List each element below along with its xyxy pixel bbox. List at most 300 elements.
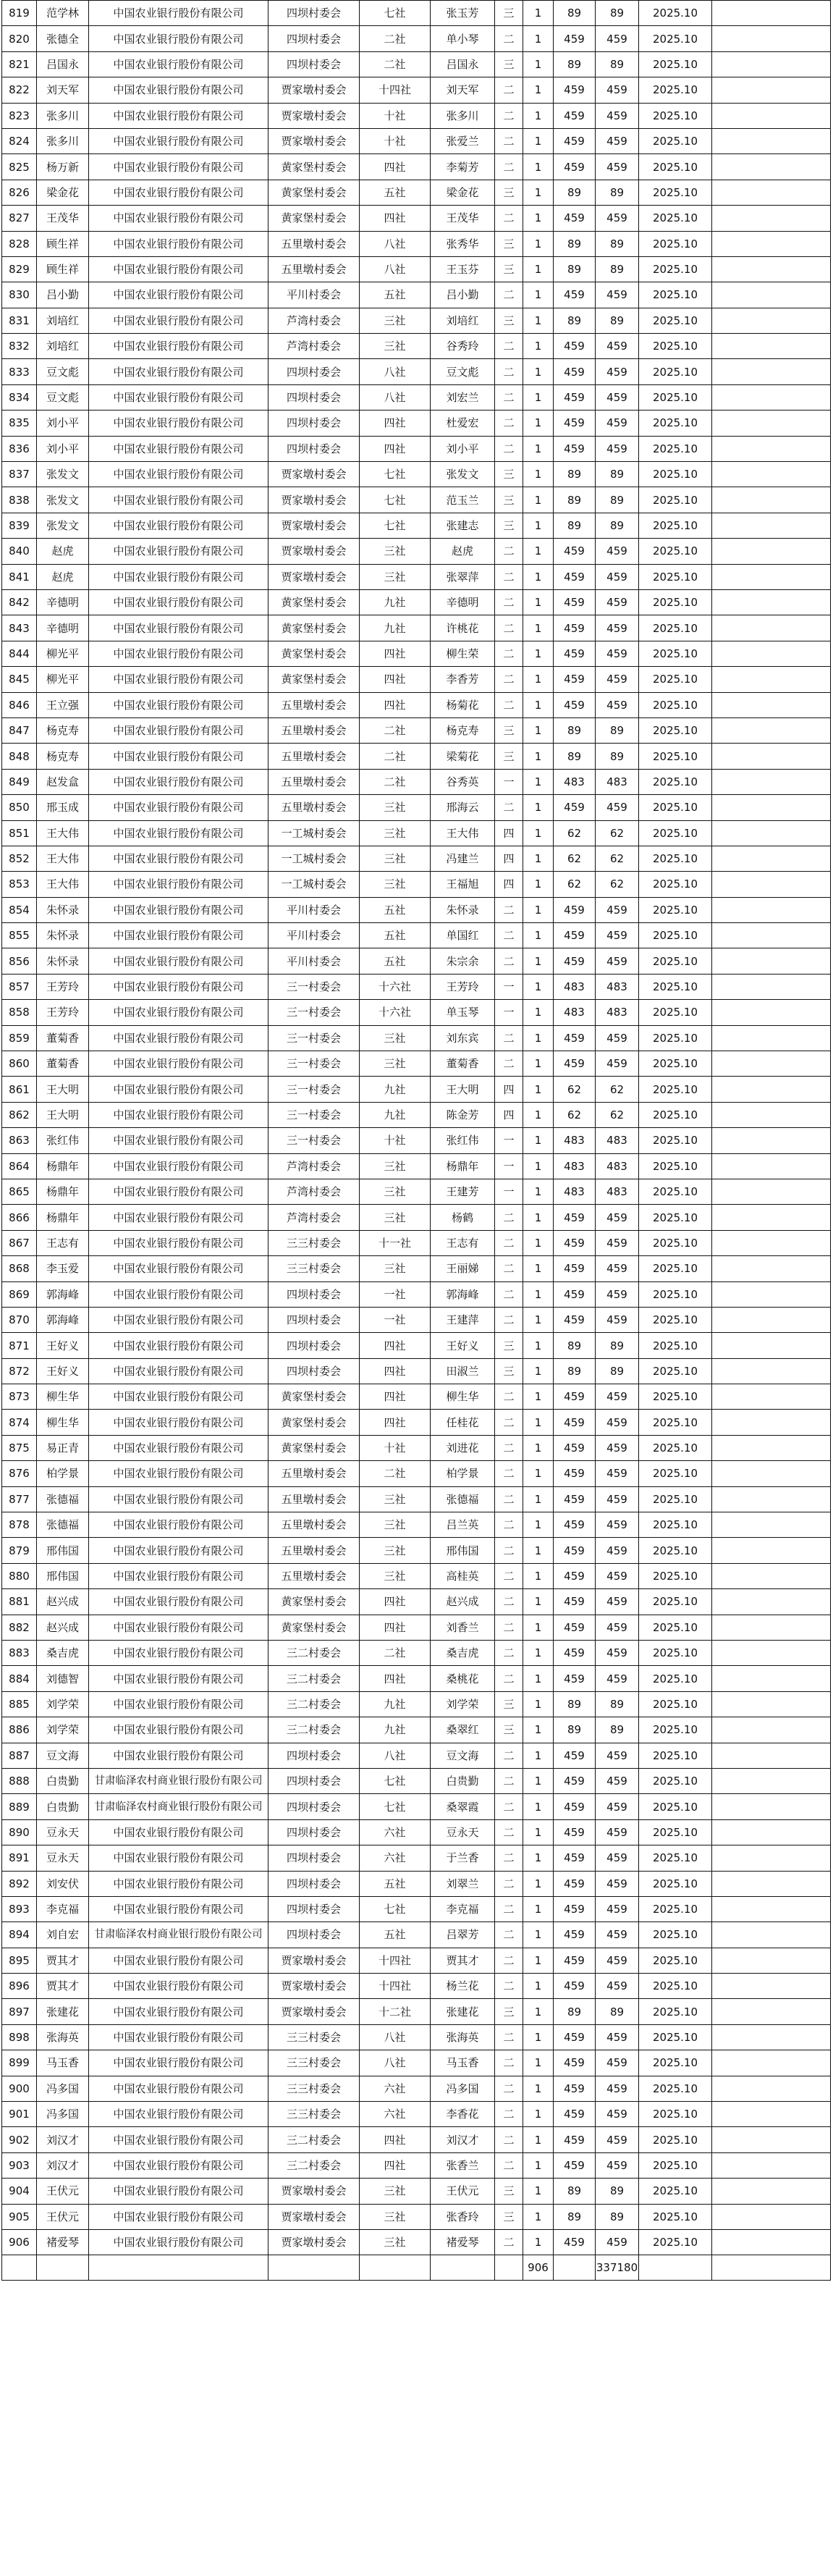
table-row [2, 872, 831, 897]
table-row [2, 1230, 831, 1255]
payment-amount: 459 [596, 436, 639, 461]
payment-amount: 459 [596, 2127, 639, 2152]
village-committee: 五里墩村委会 [268, 1563, 360, 1588]
count: 1 [523, 256, 554, 282]
bank-name: 中国农业银行股份有限公司 [89, 1948, 268, 1973]
applicant-name: 邢玉成 [37, 795, 89, 820]
bank-name: 中国农业银行股份有限公司 [89, 462, 268, 487]
bank-name: 中国农业银行股份有限公司 [89, 872, 268, 897]
row-number: 861 [2, 1077, 37, 1102]
table-row [2, 641, 831, 666]
group: 四社 [360, 1615, 431, 1640]
count: 1 [523, 820, 554, 846]
row-number: 849 [2, 769, 37, 794]
village-committee: 黄家堡村委会 [268, 206, 360, 231]
group: 十二社 [360, 1999, 431, 2024]
member-name: 桑桃花 [431, 1666, 495, 1691]
table-row [2, 1922, 831, 1948]
group: 一社 [360, 1307, 431, 1332]
remark [712, 717, 831, 743]
group: 十一社 [360, 1230, 431, 1255]
village-committee: 五里墩村委会 [268, 1461, 360, 1486]
payment-amount: 459 [596, 411, 639, 436]
period: 2025.10 [639, 769, 712, 794]
applicant-name: 张多川 [37, 103, 89, 128]
applicant-name: 王茂华 [37, 206, 89, 231]
group: 三社 [360, 539, 431, 564]
village-committee: 三一村委会 [268, 1077, 360, 1102]
group: 五社 [360, 282, 431, 308]
group: 三社 [360, 1538, 431, 1563]
group: 五社 [360, 180, 431, 205]
payment-amount: 459 [596, 1819, 639, 1845]
bank-name: 中国农业银行股份有限公司 [89, 744, 268, 769]
village-committee: 五里墩村委会 [268, 1512, 360, 1538]
group: 三社 [360, 872, 431, 897]
village-committee: 芦湾村委会 [268, 1205, 360, 1230]
row-number: 906 [2, 2229, 37, 2255]
count: 1 [523, 1768, 554, 1793]
member-name: 刘东宾 [431, 1025, 495, 1051]
remark [712, 1691, 831, 1717]
standard-amount: 459 [554, 282, 596, 308]
applicant-name: 朱怀录 [37, 897, 89, 922]
group: 三社 [360, 2179, 431, 2204]
standard-amount: 89 [554, 1, 596, 26]
bank-name: 中国农业银行股份有限公司 [89, 1281, 268, 1307]
standard-amount: 459 [554, 564, 596, 589]
count: 1 [523, 2229, 554, 2255]
applicant-name: 赵兴成 [37, 1589, 89, 1615]
payment-amount: 459 [596, 1307, 639, 1332]
total-amount: 337180 [596, 2255, 639, 2281]
payment-amount: 459 [596, 128, 639, 153]
payment-amount: 459 [596, 206, 639, 231]
standard-amount: 459 [554, 1410, 596, 1435]
group: 八社 [360, 256, 431, 282]
row-number: 827 [2, 206, 37, 231]
count: 1 [523, 1743, 554, 1768]
category: 二 [495, 2024, 523, 2050]
group: 七社 [360, 487, 431, 513]
standard-amount: 62 [554, 846, 596, 871]
applicant-name: 郭海峰 [37, 1307, 89, 1332]
period: 2025.10 [639, 1077, 712, 1102]
table-row [2, 282, 831, 308]
applicant-name: 豆永天 [37, 1845, 89, 1871]
table-row [2, 1589, 831, 1615]
village-committee: 黄家堡村委会 [268, 180, 360, 205]
standard-amount: 89 [554, 180, 596, 205]
village-committee: 贾家墩村委会 [268, 1999, 360, 2024]
member-name: 杨鹤 [431, 1205, 495, 1230]
category: 二 [495, 1410, 523, 1435]
group: 七社 [360, 1794, 431, 1819]
period: 2025.10 [639, 1871, 712, 1896]
remark [712, 436, 831, 461]
applicant-name: 刘培红 [37, 308, 89, 333]
village-committee: 三一村委会 [268, 1102, 360, 1127]
standard-amount: 459 [554, 923, 596, 948]
table-row [2, 539, 831, 564]
period: 2025.10 [639, 1819, 712, 1845]
village-committee: 芦湾村委会 [268, 1153, 360, 1179]
category: 一 [495, 1153, 523, 1179]
standard-amount: 459 [554, 1256, 596, 1281]
village-committee: 三一村委会 [268, 1025, 360, 1051]
remark [712, 1563, 831, 1588]
member-name: 张香兰 [431, 2152, 495, 2178]
village-committee: 五里墩村委会 [268, 692, 360, 717]
period: 2025.10 [639, 974, 712, 999]
payment-amount: 459 [596, 1871, 639, 1896]
applicant-name: 柳生华 [37, 1410, 89, 1435]
member-name: 朱宗余 [431, 948, 495, 974]
row-number: 896 [2, 1974, 37, 1999]
payment-amount: 459 [596, 1845, 639, 1871]
standard-amount: 483 [554, 1000, 596, 1025]
applicant-name: 张德全 [37, 26, 89, 51]
member-name: 邢海云 [431, 795, 495, 820]
category: 二 [495, 1486, 523, 1512]
period: 2025.10 [639, 1, 712, 26]
row-number: 884 [2, 1666, 37, 1691]
row-number: 860 [2, 1051, 37, 1077]
applicant-name: 顾生祥 [37, 256, 89, 282]
row-number: 904 [2, 2179, 37, 2204]
payment-amount: 459 [596, 564, 639, 589]
standard-amount: 459 [554, 103, 596, 128]
payment-amount: 459 [596, 1025, 639, 1051]
bank-name: 中国农业银行股份有限公司 [89, 26, 268, 51]
period: 2025.10 [639, 1743, 712, 1768]
village-committee: 芦湾村委会 [268, 308, 360, 333]
category: 二 [495, 1845, 523, 1871]
count: 1 [523, 2127, 554, 2152]
applicant-name: 白贵勤 [37, 1768, 89, 1793]
group: 三社 [360, 308, 431, 333]
group: 十社 [360, 1128, 431, 1153]
total-count: 906 [523, 2255, 554, 2281]
row-number: 872 [2, 1358, 37, 1384]
table-row [2, 1486, 831, 1512]
village-committee: 平川村委会 [268, 282, 360, 308]
period: 2025.10 [639, 1691, 712, 1717]
member-name: 桑翠霞 [431, 1794, 495, 1819]
bank-name: 中国农业银行股份有限公司 [89, 1307, 268, 1332]
period: 2025.10 [639, 1358, 712, 1384]
row-number: 866 [2, 1205, 37, 1230]
count: 1 [523, 846, 554, 871]
table-row [2, 1717, 831, 1743]
count: 1 [523, 589, 554, 615]
applicant-name: 柳光平 [37, 641, 89, 666]
count: 1 [523, 436, 554, 461]
remark [712, 513, 831, 538]
group: 四社 [360, 154, 431, 180]
table-row [2, 1256, 831, 1281]
member-name: 柏学景 [431, 1461, 495, 1486]
row-number: 870 [2, 1307, 37, 1332]
table-row [2, 974, 831, 999]
applicant-name: 刘小平 [37, 411, 89, 436]
category: 三 [495, 308, 523, 333]
member-name: 刘培红 [431, 308, 495, 333]
count: 1 [523, 1051, 554, 1077]
applicant-name: 赵兴成 [37, 1615, 89, 1640]
count: 1 [523, 2050, 554, 2076]
payment-amount: 62 [596, 1077, 639, 1102]
remark [712, 2179, 831, 2204]
member-name: 王大伟 [431, 820, 495, 846]
applicant-name: 褚爱琴 [37, 2229, 89, 2255]
applicant-name: 柳光平 [37, 667, 89, 692]
remark [712, 897, 831, 922]
bank-name: 中国农业银行股份有限公司 [89, 1153, 268, 1179]
row-number: 897 [2, 1999, 37, 2024]
category: 二 [495, 1281, 523, 1307]
remark [712, 1333, 831, 1358]
village-committee: 黄家堡村委会 [268, 1435, 360, 1460]
remark [712, 1153, 831, 1179]
period: 2025.10 [639, 820, 712, 846]
table-row [2, 1307, 831, 1332]
bank-name: 中国农业银行股份有限公司 [89, 334, 268, 359]
remark [712, 872, 831, 897]
bank-name: 中国农业银行股份有限公司 [89, 1435, 268, 1460]
remark [712, 1486, 831, 1512]
remark [712, 1512, 831, 1538]
table-row [2, 1, 831, 26]
standard-amount: 89 [554, 256, 596, 282]
remark [712, 820, 831, 846]
applicant-name: 杨万新 [37, 154, 89, 180]
period: 2025.10 [639, 564, 712, 589]
member-name: 褚爱琴 [431, 2229, 495, 2255]
bank-name: 中国农业银行股份有限公司 [89, 2229, 268, 2255]
category: 三 [495, 1717, 523, 1743]
bank-name: 中国农业银行股份有限公司 [89, 1077, 268, 1102]
group: 六社 [360, 1819, 431, 1845]
member-name: 杨菊花 [431, 692, 495, 717]
table-row [2, 564, 831, 589]
period: 2025.10 [639, 744, 712, 769]
member-name: 谷秀玲 [431, 334, 495, 359]
standard-amount: 89 [554, 462, 596, 487]
table-row [2, 513, 831, 538]
row-number: 883 [2, 1641, 37, 1666]
table-row [2, 1077, 831, 1102]
period: 2025.10 [639, 897, 712, 922]
member-name: 杜爱宏 [431, 411, 495, 436]
remark [712, 1358, 831, 1384]
period: 2025.10 [639, 923, 712, 948]
village-committee: 四坝村委会 [268, 1333, 360, 1358]
applicant-name: 顾生祥 [37, 231, 89, 256]
payment-amount: 89 [596, 180, 639, 205]
table-row [2, 1896, 831, 1922]
totals-cell-blank [639, 2255, 712, 2281]
remark [712, 231, 831, 256]
row-number: 899 [2, 2050, 37, 2076]
applicant-name: 刘安伏 [37, 1871, 89, 1896]
member-name: 高桂英 [431, 1563, 495, 1588]
row-number: 845 [2, 667, 37, 692]
member-name: 陈金芳 [431, 1102, 495, 1127]
applicant-name: 刘汉才 [37, 2152, 89, 2178]
group: 三社 [360, 1256, 431, 1281]
payment-amount: 483 [596, 769, 639, 794]
applicant-name: 王大伟 [37, 846, 89, 871]
village-committee: 黄家堡村委会 [268, 154, 360, 180]
count: 1 [523, 26, 554, 51]
period: 2025.10 [639, 1205, 712, 1230]
count: 1 [523, 1307, 554, 1332]
count: 1 [523, 1333, 554, 1358]
count: 1 [523, 1, 554, 26]
bank-name: 中国农业银行股份有限公司 [89, 1691, 268, 1717]
remark [712, 2229, 831, 2255]
bank-name: 中国农业银行股份有限公司 [89, 539, 268, 564]
applicant-name: 豆文彪 [37, 384, 89, 410]
category: 三 [495, 51, 523, 77]
payment-amount: 89 [596, 717, 639, 743]
standard-amount: 459 [554, 948, 596, 974]
standard-amount: 459 [554, 1896, 596, 1922]
payment-amount: 459 [596, 1538, 639, 1563]
count: 1 [523, 641, 554, 666]
bank-name: 中国农业银行股份有限公司 [89, 2050, 268, 2076]
group: 五社 [360, 923, 431, 948]
village-committee: 四坝村委会 [268, 384, 360, 410]
member-name: 王丽娣 [431, 1256, 495, 1281]
applicant-name: 张发文 [37, 487, 89, 513]
period: 2025.10 [639, 641, 712, 666]
bank-name: 中国农业银行股份有限公司 [89, 2127, 268, 2152]
bank-name: 中国农业银行股份有限公司 [89, 820, 268, 846]
group: 七社 [360, 1768, 431, 1793]
applicant-name: 豆文彪 [37, 359, 89, 384]
category: 二 [495, 1615, 523, 1640]
bank-name: 中国农业银行股份有限公司 [89, 1, 268, 26]
category: 二 [495, 564, 523, 589]
period: 2025.10 [639, 1768, 712, 1793]
payment-amount: 459 [596, 1922, 639, 1948]
count: 1 [523, 1974, 554, 1999]
bank-name: 中国农业银行股份有限公司 [89, 1589, 268, 1615]
member-name: 张德福 [431, 1486, 495, 1512]
row-number: 837 [2, 462, 37, 487]
payment-amount: 89 [596, 256, 639, 282]
bank-name: 甘肃临泽农村商业银行股份有限公司 [89, 1922, 268, 1948]
payment-amount: 459 [596, 2024, 639, 2050]
period: 2025.10 [639, 103, 712, 128]
remark [712, 1768, 831, 1793]
category: 二 [495, 667, 523, 692]
period: 2025.10 [639, 1102, 712, 1127]
payment-amount: 459 [596, 1666, 639, 1691]
table-row [2, 1128, 831, 1153]
category: 二 [495, 1435, 523, 1460]
table-row [2, 1333, 831, 1358]
period: 2025.10 [639, 2050, 712, 2076]
applicant-name: 王立强 [37, 692, 89, 717]
category: 三 [495, 180, 523, 205]
applicant-name: 柳生华 [37, 1384, 89, 1410]
bank-name: 中国农业银行股份有限公司 [89, 1615, 268, 1640]
standard-amount: 459 [554, 1538, 596, 1563]
payment-amount: 459 [596, 2152, 639, 2178]
count: 1 [523, 1410, 554, 1435]
table-row [2, 589, 831, 615]
applicant-name: 张发文 [37, 462, 89, 487]
standard-amount: 459 [554, 2229, 596, 2255]
member-name: 王玉芬 [431, 256, 495, 282]
standard-amount: 89 [554, 231, 596, 256]
row-number: 857 [2, 974, 37, 999]
remark [712, 1845, 831, 1871]
standard-amount: 459 [554, 384, 596, 410]
village-committee: 五里墩村委会 [268, 231, 360, 256]
totals-cell-blank [495, 2255, 523, 2281]
payment-amount: 459 [596, 1948, 639, 1973]
payment-amount: 459 [596, 589, 639, 615]
applicant-name: 梁金花 [37, 180, 89, 205]
applicant-name: 杨克寿 [37, 744, 89, 769]
member-name: 张海英 [431, 2024, 495, 2050]
row-number: 881 [2, 1589, 37, 1615]
applicant-name: 杨鼎年 [37, 1179, 89, 1204]
category: 二 [495, 1589, 523, 1615]
bank-name: 中国农业银行股份有限公司 [89, 1051, 268, 1077]
group: 六社 [360, 1845, 431, 1871]
village-committee: 三三村委会 [268, 2076, 360, 2101]
applicant-name: 冯多国 [37, 2076, 89, 2101]
remark [712, 26, 831, 51]
row-number: 892 [2, 1871, 37, 1896]
bank-name: 中国农业银行股份有限公司 [89, 1410, 268, 1435]
bank-name: 中国农业银行股份有限公司 [89, 1974, 268, 1999]
member-name: 赵兴成 [431, 1589, 495, 1615]
village-committee: 三一村委会 [268, 1128, 360, 1153]
count: 1 [523, 1563, 554, 1588]
totals-cell-blank [712, 2255, 831, 2281]
village-committee: 四坝村委会 [268, 26, 360, 51]
member-name: 任桂花 [431, 1410, 495, 1435]
period: 2025.10 [639, 846, 712, 871]
table-row [2, 1435, 831, 1460]
row-number: 863 [2, 1128, 37, 1153]
category: 二 [495, 897, 523, 922]
period: 2025.10 [639, 1999, 712, 2024]
category: 三 [495, 1, 523, 26]
category: 二 [495, 1666, 523, 1691]
group: 八社 [360, 2024, 431, 2050]
remark [712, 2024, 831, 2050]
payment-amount: 459 [596, 615, 639, 641]
applicant-name: 白贵勤 [37, 1794, 89, 1819]
applicant-name: 王好义 [37, 1358, 89, 1384]
bank-name: 中国农业银行股份有限公司 [89, 487, 268, 513]
remark [712, 1102, 831, 1127]
remark [712, 2204, 831, 2229]
member-name: 刘翠兰 [431, 1871, 495, 1896]
applicant-name: 王志有 [37, 1230, 89, 1255]
row-number: 853 [2, 872, 37, 897]
category: 三 [495, 1999, 523, 2024]
category: 二 [495, 1307, 523, 1332]
applicant-name: 杨鼎年 [37, 1153, 89, 1179]
